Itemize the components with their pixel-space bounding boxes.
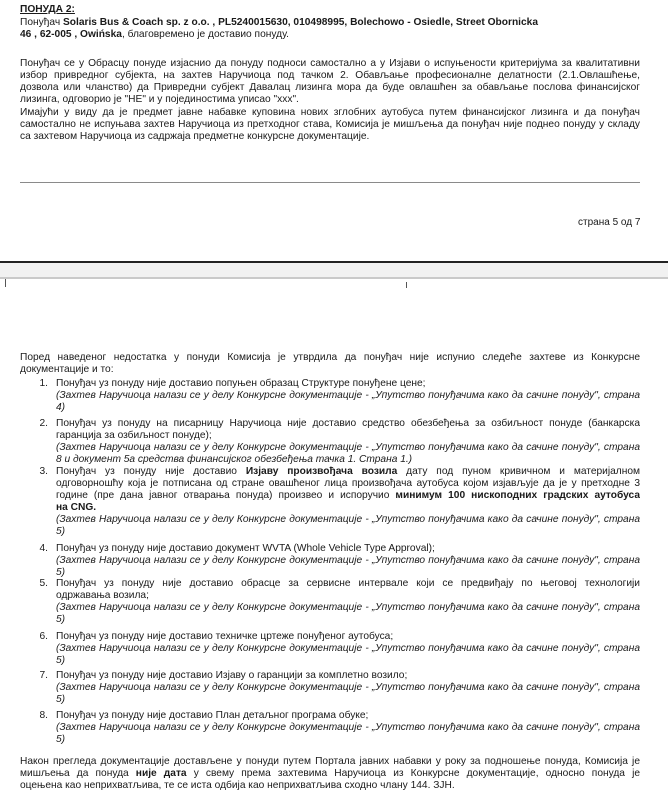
list-item-text [56,430,212,442]
scan-mark-center [406,282,407,288]
list-item-text [56,502,96,514]
text-run: (Захтев Наручиоца налази се у делу Конкурсне документације - „Упутство понуђачима како да сачине понуду", страна [56,722,640,733]
text-run: у свему према захтевима Наручиоца из Конкурсне документације, односно понуда је [186,768,640,779]
emphasis-text: није дата [135,768,187,779]
requirement-reference [56,555,640,567]
text-run: Понуђач уз понуду није доставио Изјаву о гаранцији за комплетно возило; [56,670,408,681]
intro-line [20,364,114,376]
text-run: Понуђач уз понуду није доставио План детаљног програма обуке; [56,710,369,721]
text-run: Понуђач уз понуду није доставио [56,466,246,477]
document-page-upper [0,0,668,260]
requirement-reference [56,643,640,655]
list-item-text [56,631,393,643]
list-item-number: 5. [39,578,48,589]
text-run: (Захтев Наручиоца налази се у делу Конкурсне документације - „Упутство понуђачима како да сачине понуду", страна [56,390,640,401]
text-run: (Захтев Наручиоца налази се у делу Конкурсне документације - „Упутство понуђачима како да сачине понуду", страна [56,514,640,525]
requirement-reference [56,402,65,414]
text-run: Понуђач уз понуду није доставио попуњен образац Структуре понуђене цене; [56,378,426,389]
requirement-reference [56,526,65,538]
text-run: 5) [56,526,66,537]
emphasis-text: минимум 100 нископодних градских аутобуса [395,490,640,501]
text-run: одржавања возила; [56,590,149,601]
list-item-text [56,490,640,502]
text-run: (Захтев Наручиоца налази се у делу Конкурсне документације - „Упутство понуђачима како да сачине понуду", страна [56,555,640,566]
text-run: 5) [56,655,66,666]
list-item-text [56,418,640,430]
paragraph-line [20,94,299,106]
text-run: мишљења да понуда [20,768,136,779]
list-item-text [56,670,407,682]
list-item-number: 2. [39,418,48,429]
bidder-line-1: Понуђач Solaris Bus & Coach sp. z o.o. , PL5240015630, 010498995, Bolechowo - Osiedle, Street Obornicka [20,17,539,28]
text-run: са захтевом Наручиоца из садржаја предметне конкурсне документације. [20,131,370,142]
paragraph-line [20,131,369,143]
page-break-edge-bottom [0,277,668,279]
list-item-text [56,466,640,478]
requirement-reference [56,602,640,614]
text-run: 5) [56,567,66,578]
list-item-text [56,578,640,590]
text-run: (Захтев Наручиоца налази се у делу Конкурсне документације - „Упутство понуђачима како да сачине понуду", страна [56,682,640,693]
text-run: Понуђач уз понуду на писарницу Наручиоца није доставио средство обезбеђења за озбиљност понуде (банкарска [56,418,640,429]
text-run: Након прегледа документације достављене у понуди путем Портала јавних набавки у року за подношење понуда, Комисија је [20,756,640,767]
paragraph-line [20,82,640,94]
bidder-line-2: 46 , 62-005 , Owińska, благовремено је доставио понуду. [20,29,289,40]
requirement-reference [56,682,640,694]
requirement-reference [56,655,65,667]
list-item-text [56,378,426,390]
bidder-name-address: Solaris Bus & Coach sp. z o.o. , PL5240015630, 010498995, Bolechowo - Osiedle, Street Obornicka [62,17,539,28]
text-run: самостално не испуњава захтев Наручиоца из претходног става, Комисија је мишљења да понуђач није поднео понуду у складу [20,119,640,130]
text-run: Понуђач уз понуду није доставио обрасце за сервисне интервале који се предвиђају по његовој технологији [56,578,640,589]
text-run: оцењена као неприхватљива, те се иста одбија као неприхватљива сходно члану 144. ЗЈН. [20,780,455,791]
list-item-number: 7. [39,670,48,681]
page-break [0,263,668,277]
text-run: лизинга, одговорио је "НЕ" и у појединостима уписао "ххх". [20,94,299,105]
text-run: (Захтев Наручиоца налази се у делу Конкурсне документације - „Упутство понуђачима како да сачине понуду", страна [56,602,640,613]
text-run: (Захтев Наручиоца налази се у делу Конкурсне документације - „Упутство понуђачима како да сачине понуду", страна [56,643,640,654]
emphasis-text: на CNG. [56,502,97,513]
text-run: Имајући у виду да је предмет јавне набавке куповина нових зглобних аутобуса путем финансијског лизинга и да понуђач [20,107,640,118]
closing-line [20,780,455,792]
paragraph-line [20,70,640,82]
text-run: Понуђач уз понуду није доставио документ WVTA (Whole Vehicle Type Approval); [56,543,435,554]
page-number: страна 5 од 7 [578,217,641,228]
text-run: документације и то: [20,364,114,375]
list-item-number: 6. [39,631,48,642]
text-run: дозвола или чланство) да Привредни субјект Давалац лизинга мора да буде овлашћен за обављање послова финансијског [20,82,640,93]
text-run: Поред наведеног недостатка у понуди Комисија је утврдила да понуђач није испунио следеће захтеве из Конкурсне [20,352,640,363]
paragraph-line [20,58,640,70]
paragraph-line [20,119,640,131]
requirement-reference [56,442,640,454]
footer-rule [20,182,640,183]
list-item-text [56,543,435,555]
text-run: гаранција за озбиљност понуде); [56,430,212,441]
list-item-text [56,478,640,490]
emphasis-text: Изјаву произвођача возила [245,466,398,477]
text-run: (Захтев Наручиоца налази се у делу Конкурсне документације - „Упутство понуђачима како да сачине понуду", страна [56,442,640,453]
requirement-reference [56,614,65,626]
bidder-address-end: 46 , 62-005 , Owińska [20,29,122,40]
closing-line [20,768,640,780]
requirement-reference [56,734,65,746]
text-run: Понуђач се у Обрасцу понуде изјаснио да понуду подноси самостално а у Изјави о испуњености критеријума за квалитативни [20,58,640,69]
list-item-number: 8. [39,710,48,721]
text-run: Понуђач уз понуду није доставио техничке цртеже понуђеног аутобуса; [56,631,394,642]
list-item-number: 3. [39,466,48,477]
text-run: 5) [56,734,66,745]
text-run: 4) [56,402,66,413]
requirement-reference [56,454,412,466]
text-run: године (пре дана јавног отварања понуда) произвео и испоручио [56,490,396,501]
text-run: избор привредног субјекта, на захтев Наручиоца под тачком 2. Обављање професионалне делатности (2.1.Овлашћење, [20,70,640,81]
text-run: 5) [56,694,66,705]
text-run: 5) [56,614,66,625]
list-item-text [56,710,368,722]
requirement-reference [56,514,640,526]
paragraph-line [20,107,640,119]
list-item-number: 1. [39,378,48,389]
offer-heading: ПОНУДА 2: [20,4,75,15]
requirement-reference [56,722,640,734]
requirement-reference [56,694,65,706]
list-item-text [56,590,149,602]
text-run: 8 и документ 5а средства финансијског обезбеђења тачка 1. Страна 1.) [56,454,413,465]
requirement-reference [56,390,640,402]
text-run: дату под пуном кривичном и материјалном [397,466,640,477]
scan-mark-left [5,279,6,287]
list-item-number: 4. [39,543,48,554]
intro-line [20,352,640,364]
closing-line [20,756,640,768]
text-run: одговорношћу која је потписана од стране овашћеног лица произвођача аутобуса којом изјављује да је у претходне 3 [56,478,640,489]
